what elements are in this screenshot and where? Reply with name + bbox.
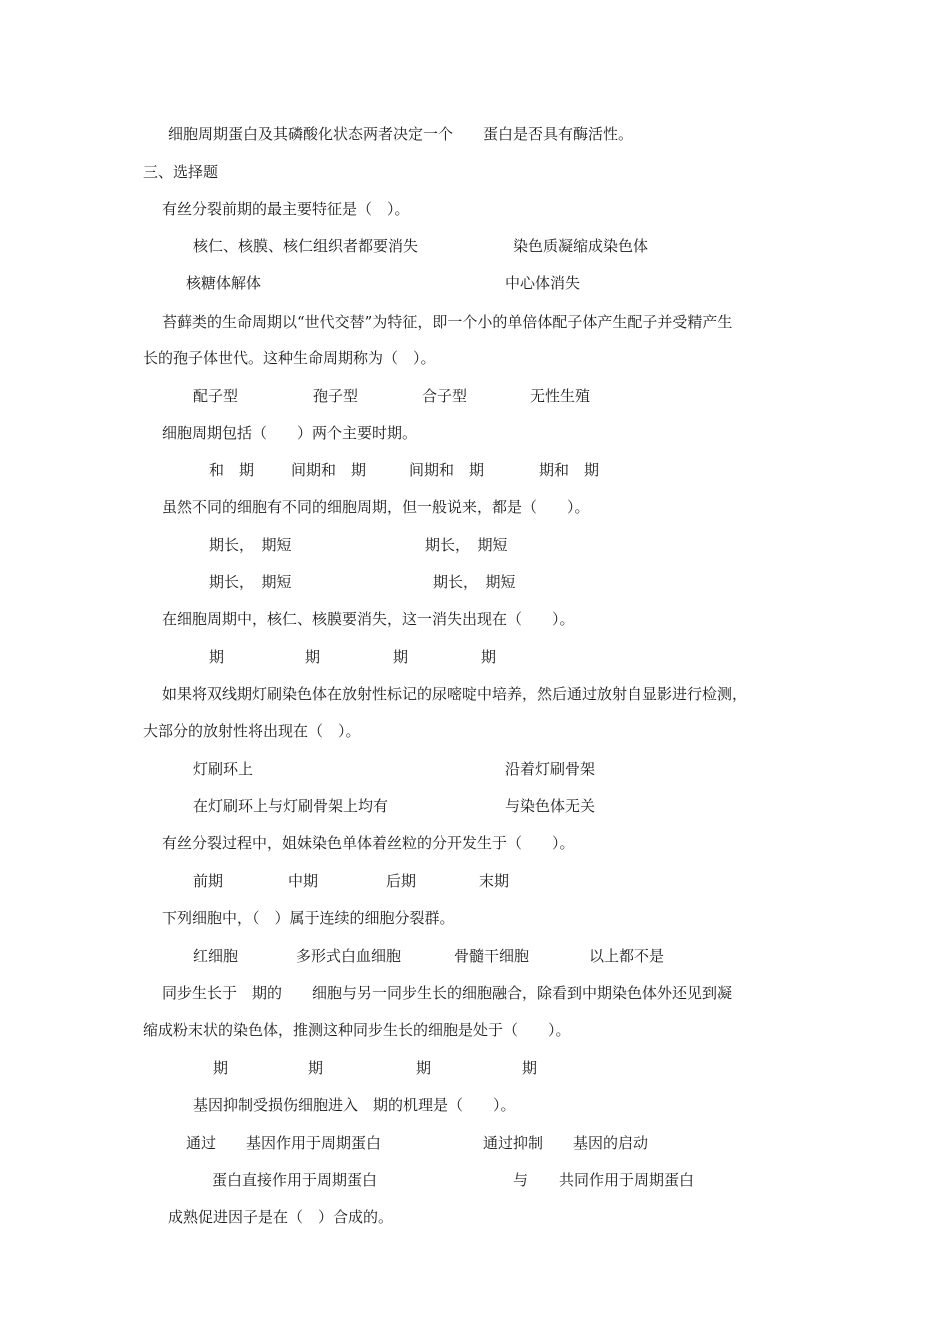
option-c: 在灯刷环上与灯刷骨架上均有 [193, 797, 389, 815]
question-9: 同步生长于 期的 细胞与另一同步生长的细胞融合，除看到中期染色体外还见到凝 [162, 984, 733, 1002]
option-a: 配子型 [193, 387, 239, 405]
option-d: 期 [481, 648, 497, 666]
question-1: 有丝分裂前期的最主要特征是（ ）。 [162, 200, 410, 218]
text-line: 细胞周期蛋白及其磷酸化状态两者决定一个 蛋白是否具有酶活性。 [168, 125, 634, 143]
option-a: 通过 基因作用于周期蛋白 [186, 1134, 382, 1152]
option-a: 和 期 [209, 461, 255, 479]
option-d: 中心体消失 [505, 274, 581, 292]
question-6: 如果将双线期灯刷染色体在放射性标记的尿嘧啶中培养，然后通过放射自显影进行检测， [162, 685, 748, 703]
option-d-part1: 与 [513, 1171, 529, 1189]
option-b: 孢子型 [313, 387, 359, 405]
option-a: 红细胞 [193, 947, 239, 965]
option-c: 后期 [386, 872, 417, 890]
option-d: 期长， 期短 [433, 573, 516, 591]
option-b: 间期和 期 [291, 461, 367, 479]
option-a: 核仁、核膜、核仁组织者都要消失 [193, 237, 419, 255]
option-a: 前期 [193, 872, 224, 890]
question-7: 有丝分裂过程中，姐妹染色单体着丝粒的分开发生于（ ）。 [162, 834, 575, 852]
option-c: 期长， 期短 [209, 573, 292, 591]
option-d: 以上都不是 [589, 947, 665, 965]
option-c: 间期和 期 [409, 461, 485, 479]
option-b: 沿着灯刷骨架 [505, 760, 596, 778]
option-c: 骨髓干细胞 [454, 947, 530, 965]
option-d: 期和 期 [539, 461, 600, 479]
option-b: 通过抑制 基因的启动 [483, 1134, 649, 1152]
option-b: 多形式白血细胞 [296, 947, 402, 965]
option-a: 期 [209, 648, 225, 666]
section-heading: 三、选择题 [143, 163, 219, 181]
option-c: 蛋白直接作用于周期蛋白 [212, 1171, 378, 1189]
option-d: 期 [522, 1059, 538, 1077]
option-b: 中期 [288, 872, 319, 890]
option-d-part2: 共同作用于周期蛋白 [559, 1171, 695, 1189]
option-c: 合子型 [422, 387, 468, 405]
option-b: 染色质凝缩成染色体 [513, 237, 649, 255]
question-2-cont: 长的孢子体世代。这种生命周期称为（ ）。 [143, 349, 436, 367]
question-10: 基因抑制受损伤细胞进入 期的机理是（ ）。 [193, 1096, 516, 1114]
option-a: 期长， 期短 [209, 536, 292, 554]
question-6-cont: 大部分的放射性将出现在（ ）。 [143, 722, 361, 740]
question-9-cont: 缩成粉末状的染色体，推测这种同步生长的细胞是处于（ ）。 [143, 1021, 571, 1039]
question-8: 下列细胞中，（ ）属于连续的细胞分裂群。 [162, 909, 455, 927]
option-b: 期 [305, 648, 321, 666]
question-4: 虽然不同的细胞有不同的细胞周期，但一般说来，都是（ ）。 [162, 498, 590, 516]
option-c: 期 [393, 648, 409, 666]
option-c: 期 [416, 1059, 432, 1077]
option-c: 核糖体解体 [186, 274, 262, 292]
option-a: 期 [213, 1059, 229, 1077]
option-d: 末期 [479, 872, 510, 890]
question-3: 细胞周期包括（ ）两个主要时期。 [162, 424, 418, 442]
question-11: 成熟促进因子是在（ ）合成的。 [168, 1208, 394, 1226]
option-d: 无性生殖 [530, 387, 591, 405]
option-d: 与染色体无关 [505, 797, 596, 815]
option-b: 期长， 期短 [425, 536, 508, 554]
question-5: 在细胞周期中，核仁、核膜要消失，这一消失出现在（ ）。 [162, 610, 575, 628]
option-b: 期 [308, 1059, 324, 1077]
question-2: 苔藓类的生命周期以“世代交替”为特征，即一个小的单倍体配子体产生配子并受精产生 [162, 313, 733, 331]
option-a: 灯刷环上 [193, 760, 254, 778]
